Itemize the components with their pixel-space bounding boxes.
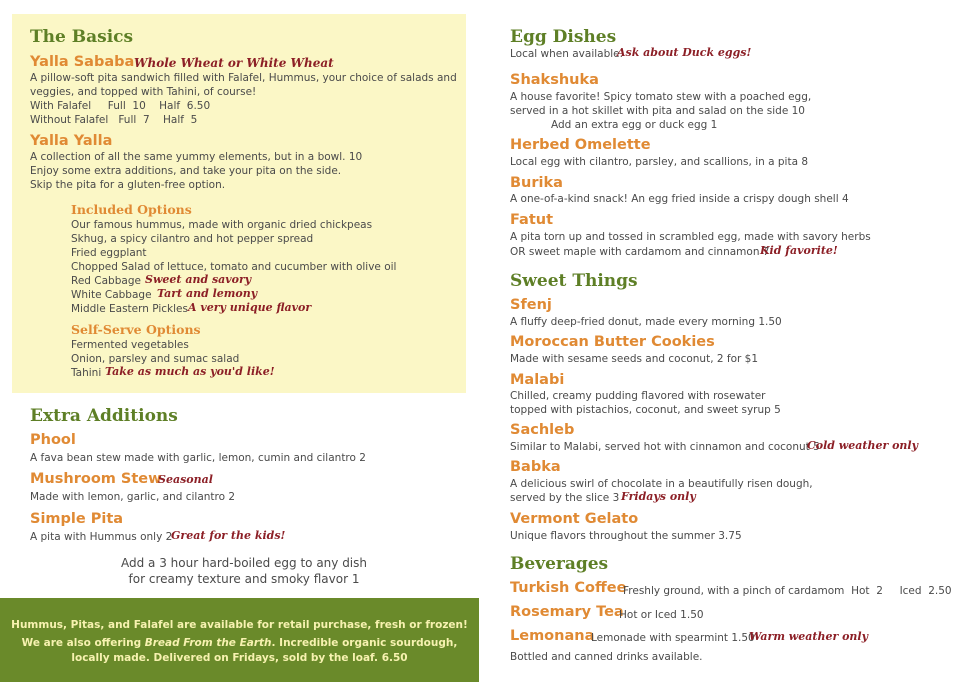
desc-yalla-2: Enjoy some extra additions, and take your pita on the side. — [30, 165, 342, 177]
option-eggplant: Fried eggplant — [71, 247, 147, 259]
item-name-vermont-gelato: Vermont Gelato — [510, 511, 639, 527]
price-with-falafel: With Falafel Full 10 Half 6.50 — [30, 100, 211, 112]
desc-shakshuka-3: Add an extra egg or duck egg 1 — [551, 119, 718, 131]
note-tart-lemony: Tart and lemony — [157, 287, 258, 300]
subsection-self-serve: Self-Serve Options — [71, 322, 201, 337]
item-name-babka: Babka — [510, 459, 561, 475]
desc-cookies: Made with sesame seeds and coconut, 2 for $1 — [510, 353, 759, 365]
note-wheat: Whole Wheat or White Wheat — [134, 56, 334, 70]
bread-line-start: We are also offering — [21, 637, 145, 649]
note-kid-favorite: Kid favorite! — [760, 244, 838, 257]
option-hummus: Our famous hummus, made with organic dried chickpeas — [71, 219, 373, 231]
desc-sababa-2: veggies, and topped with Tahini, of course! — [30, 86, 257, 98]
note-cold-weather: Cold weather only — [807, 439, 918, 452]
item-name-fatut: Fatut — [510, 212, 554, 228]
section-title-basics: The Basics — [30, 27, 134, 47]
item-name-shakshuka: Shakshuka — [510, 72, 599, 88]
option-chopped-salad: Chopped Salad of lettuce, tomato and cucumber with olive oil — [71, 261, 397, 273]
item-name-simple-pita: Simple Pita — [30, 511, 124, 527]
desc-shakshuka-2: served in a hot skillet with pita and salad on the side 10 — [510, 105, 805, 117]
price-without-falafel: Without Falafel Full 7 Half 5 — [30, 114, 198, 126]
item-name-herbed-omelette: Herbed Omelette — [510, 137, 651, 153]
desc-fatut-1: A pita torn up and tossed in scrambled egg, made with savory herbs — [510, 231, 871, 243]
desc-yalla-1: A collection of all the same yummy elements, but in a bowl. 10 — [30, 151, 363, 163]
option-red-cabbage: Red Cabbage — [71, 275, 141, 287]
subsection-included-options: Included Options — [71, 202, 192, 217]
item-name-sfenj: Sfenj — [510, 297, 552, 313]
egg-addon-line-2: for creamy texture and smoky flavor 1 — [128, 572, 360, 586]
desc-sababa-1: A pillow-soft pita sandwich filled with Falafel, Hummus, your choice of salads and — [30, 72, 457, 84]
retail-banner — [0, 598, 479, 682]
note-great-for-kids: Great for the kids! — [171, 529, 286, 542]
item-name-butter-cookies: Moroccan Butter Cookies — [510, 334, 715, 350]
note-sweet-savory: Sweet and savory — [145, 273, 252, 286]
bread-line — [0, 635, 479, 651]
desc-babka-2: served by the slice 3 — [510, 492, 620, 504]
bread-name: Bread From the Earth — [144, 637, 272, 649]
section-title-egg: Egg Dishes — [510, 27, 617, 47]
item-name-phool: Phool — [30, 432, 76, 448]
desc-phool: A fava bean stew made with garlic, lemon, cumin and cilantro 2 — [30, 452, 366, 464]
option-skhug: Skhug, a spicy cilantro and hot pepper spread — [71, 233, 314, 245]
item-name-burika: Burika — [510, 175, 563, 191]
egg-addon-line-1: Add a 3 hour hard-boiled egg to any dish — [120, 556, 367, 570]
section-title-sweet: Sweet Things — [510, 271, 638, 291]
desc-babka-1: A delicious swirl of chocolate in a beautifully risen dough, — [510, 478, 813, 490]
item-name-yalla-sababa: Yalla Sababa — [30, 54, 135, 70]
desc-fatut-2: OR sweet maple with cardamom and cinnamon 7 — [510, 246, 770, 258]
item-name-mushroom-stew: Mushroom Stew — [30, 471, 162, 487]
desc-burika: A one-of-a-kind snack! An egg fried inside a crispy dough shell 4 — [510, 193, 849, 205]
note-duck-eggs: Ask about Duck eggs! — [617, 46, 752, 59]
retail-line: Hummus, Pitas, and Falafel are available for retail purchase, fresh or frozen! — [11, 619, 468, 631]
option-fermented: Fermented vegetables — [71, 339, 189, 351]
item-name-sachleb: Sachleb — [510, 422, 575, 438]
item-name-malabi: Malabi — [510, 372, 565, 388]
note-seasonal: Seasonal — [158, 473, 213, 486]
desc-lemonana: Lemonade with spearmint 1.50 — [591, 632, 755, 644]
desc-turkish-coffee: Freshly ground, with a pinch of cardamom Hot 2 Iced 2.50 — [623, 585, 952, 597]
desc-malabi-1: Chilled, creamy pudding flavored with rosewater — [510, 390, 766, 402]
egg-local-note: Local when available. — [510, 48, 623, 60]
note-warm-weather: Warm weather only — [749, 630, 868, 643]
bread-line-end: . Incredible organic sourdough, — [271, 637, 458, 649]
desc-yalla-3: Skip the pita for a gluten-free option. — [30, 179, 226, 191]
desc-shakshuka-1: A house favorite! Spicy tomato stew with a poached egg, — [510, 91, 812, 103]
bottled-drinks-note: Bottled and canned drinks available. — [510, 651, 703, 663]
item-name-lemonana: Lemonana — [510, 628, 595, 644]
option-onion-salad: Onion, parsley and sumac salad — [71, 353, 240, 365]
item-name-turkish-coffee: Turkish Coffee — [510, 580, 627, 596]
desc-malabi-2: topped with pistachios, coconut, and sweet syrup 5 — [510, 404, 781, 416]
option-white-cabbage: White Cabbage — [71, 289, 152, 301]
section-title-extra: Extra Additions — [30, 406, 178, 426]
desc-omelette: Local egg with cilantro, parsley, and scallions, in a pita 8 — [510, 156, 809, 168]
note-unique-flavor: A very unique flavor — [188, 301, 312, 314]
desc-sachleb: Similar to Malabi, served hot with cinnamon and coconut 5 — [510, 441, 820, 453]
option-pickles: Middle Eastern Pickles — [71, 303, 188, 315]
desc-rosemary-tea: Hot or Iced 1.50 — [619, 609, 704, 621]
desc-simple-pita: A pita with Hummus only 2 — [30, 531, 173, 543]
desc-gelato: Unique flavors throughout the summer 3.75 — [510, 530, 742, 542]
bread-delivery-line: locally made. Delivered on Fridays, sold by the loaf. 6.50 — [71, 652, 408, 664]
item-name-rosemary-tea: Rosemary Tea — [510, 604, 624, 620]
note-tahini: Take as much as you'd like! — [105, 365, 275, 378]
desc-sfenj: A fluffy deep-fried donut, made every morning 1.50 — [510, 316, 782, 328]
note-fridays-only: Fridays only — [621, 490, 696, 503]
option-tahini: Tahini — [71, 367, 102, 379]
desc-mushroom: Made with lemon, garlic, and cilantro 2 — [30, 491, 236, 503]
item-name-yalla-yalla: Yalla Yalla — [30, 133, 113, 149]
section-title-beverages: Beverages — [510, 554, 609, 574]
